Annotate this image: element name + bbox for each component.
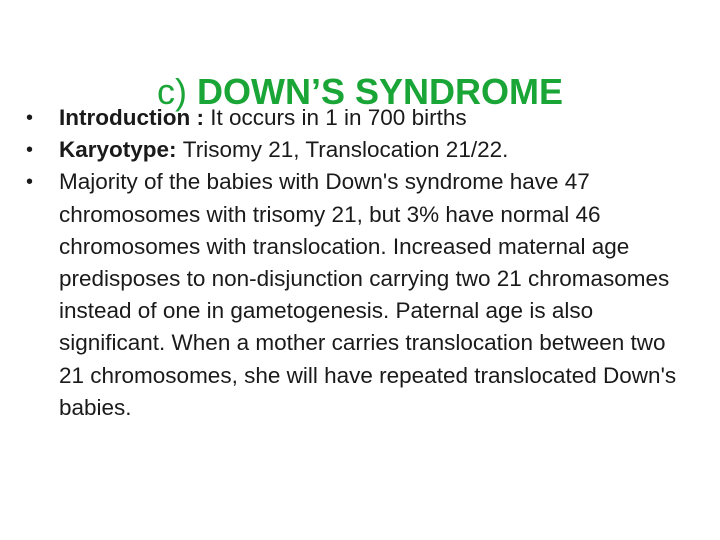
bullet-label: Introduction :	[59, 105, 211, 130]
bullet-text: Trisomy 21, Translocation 21/22.	[182, 137, 509, 163]
bullet-introduction	[26, 102, 696, 134]
title-main: DOWN’S SYNDROME	[196, 71, 563, 113]
bullet-karyotype	[26, 134, 696, 166]
bullet-text: Majority of the babies with Down's syndrome have 47 chromosomes with trisomy 21, but 3% have normal 46 chromosomes with translocation. Increased maternal age predisposes to non-disjunction carrying two 21 chromasomes instead of one in gametogenesis. Paternal age is also significant. When a mother carries translocation between two 21 chromosomes, she will have repeated translocated Down's babies.	[59, 169, 677, 420]
bullet-majority	[26, 166, 696, 424]
title-prefix: c)	[156, 71, 197, 113]
bullet-dot-icon: •	[26, 139, 34, 162]
bullet-label: Karyotype:	[59, 137, 183, 163]
bullet-dot-icon: •	[26, 171, 34, 194]
bullet-text: It occurs in 1 in 700 births	[210, 105, 467, 130]
bullet-list	[26, 102, 696, 424]
bullet-dot-icon: •	[26, 107, 34, 129]
